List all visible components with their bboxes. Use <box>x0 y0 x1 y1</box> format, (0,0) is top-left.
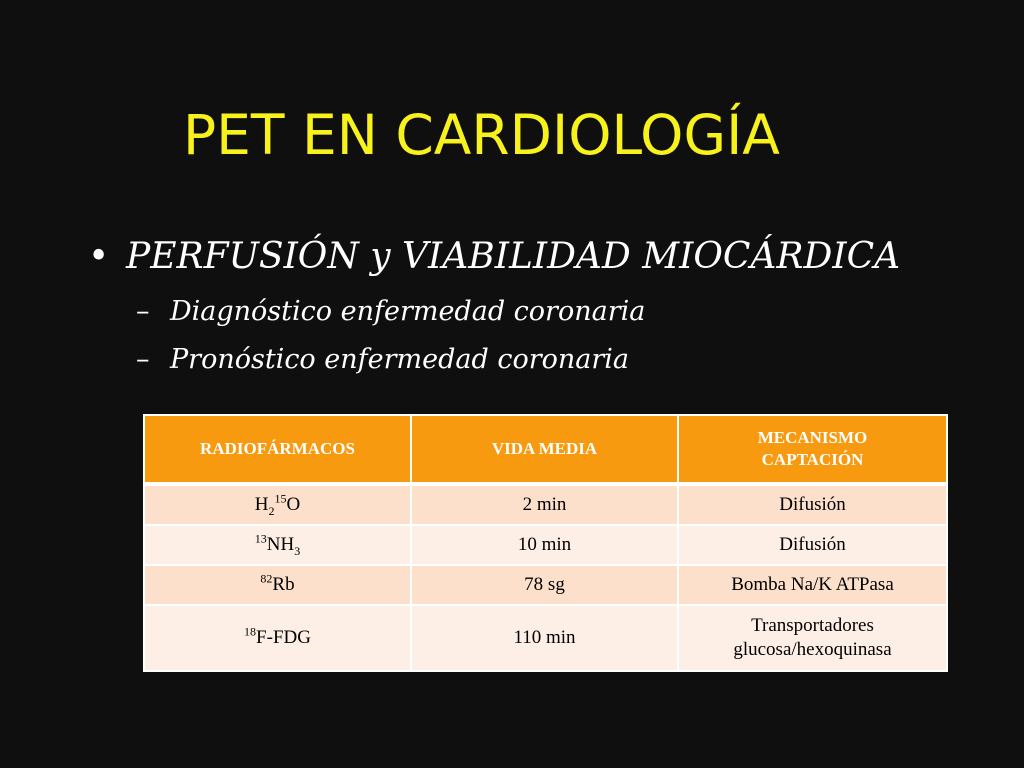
header-mecanismo-line1: MECANISMO <box>757 428 868 447</box>
radiofarmaco-cell <box>144 525 411 565</box>
radiofarmaco-cell <box>144 565 411 605</box>
sub-bullet-text: Pronóstico enfermedad coronaria <box>170 344 630 375</box>
radiofarmaco-cell <box>144 605 411 671</box>
mecanismo-line1: Transportadores <box>751 615 874 636</box>
formula-superscript: 82 <box>260 571 273 586</box>
main-bullet-text: PERFUSIÓN y VIABILIDAD MIOCÁRDICA <box>126 236 901 277</box>
table-row <box>144 565 947 605</box>
mecanismo-cell: Bomba Na/K ATPasa <box>678 565 947 605</box>
vida-media-cell: 2 min <box>411 484 678 525</box>
mecanismo-line2: glucosa/hexoquinasa <box>733 639 892 660</box>
formula-superscript: 18 <box>244 624 257 639</box>
bullet-marker: • <box>88 236 110 277</box>
formula-base: Rb <box>272 574 295 595</box>
formula-superscript: 15 <box>274 491 287 506</box>
radiopharmaceutical-table <box>143 414 948 672</box>
formula-base: F-FDG <box>256 627 311 648</box>
header-radiofarmacos: RADIOFÁRMACOS <box>144 415 411 484</box>
radiofarmaco-cell <box>144 484 411 525</box>
vida-media-cell: 110 min <box>411 605 678 671</box>
table-row <box>144 605 947 671</box>
header-mecanismo-line2: CAPTACIÓN <box>761 450 864 469</box>
vida-media-cell: 78 sg <box>411 565 678 605</box>
dash-marker: – <box>136 344 150 375</box>
formula-subscript: 2 <box>268 503 275 518</box>
sub-bullet-diagnostico <box>136 294 645 330</box>
header-mecanismo <box>678 415 947 484</box>
header-vida-media: VIDA MEDIA <box>411 415 678 484</box>
table-header-row <box>144 415 947 484</box>
dash-marker: – <box>136 296 150 327</box>
mecanismo-cell: Difusión <box>678 525 947 565</box>
table-row <box>144 484 947 525</box>
slide-title: PET EN CARDIOLOGÍA <box>183 103 780 167</box>
formula-base: H <box>254 494 269 515</box>
sub-bullet-text: Diagnóstico enfermedad coronaria <box>170 296 646 327</box>
mecanismo-cell <box>678 605 947 671</box>
vida-media-cell: 10 min <box>411 525 678 565</box>
main-bullet <box>88 232 900 282</box>
formula-subscript: 3 <box>294 543 301 558</box>
table-row <box>144 525 947 565</box>
mecanismo-cell: Difusión <box>678 484 947 525</box>
formula-base-2: O <box>286 494 301 515</box>
formula-base: NH <box>266 534 295 555</box>
formula-superscript: 13 <box>254 531 267 546</box>
sub-bullet-pronostico <box>136 342 629 378</box>
